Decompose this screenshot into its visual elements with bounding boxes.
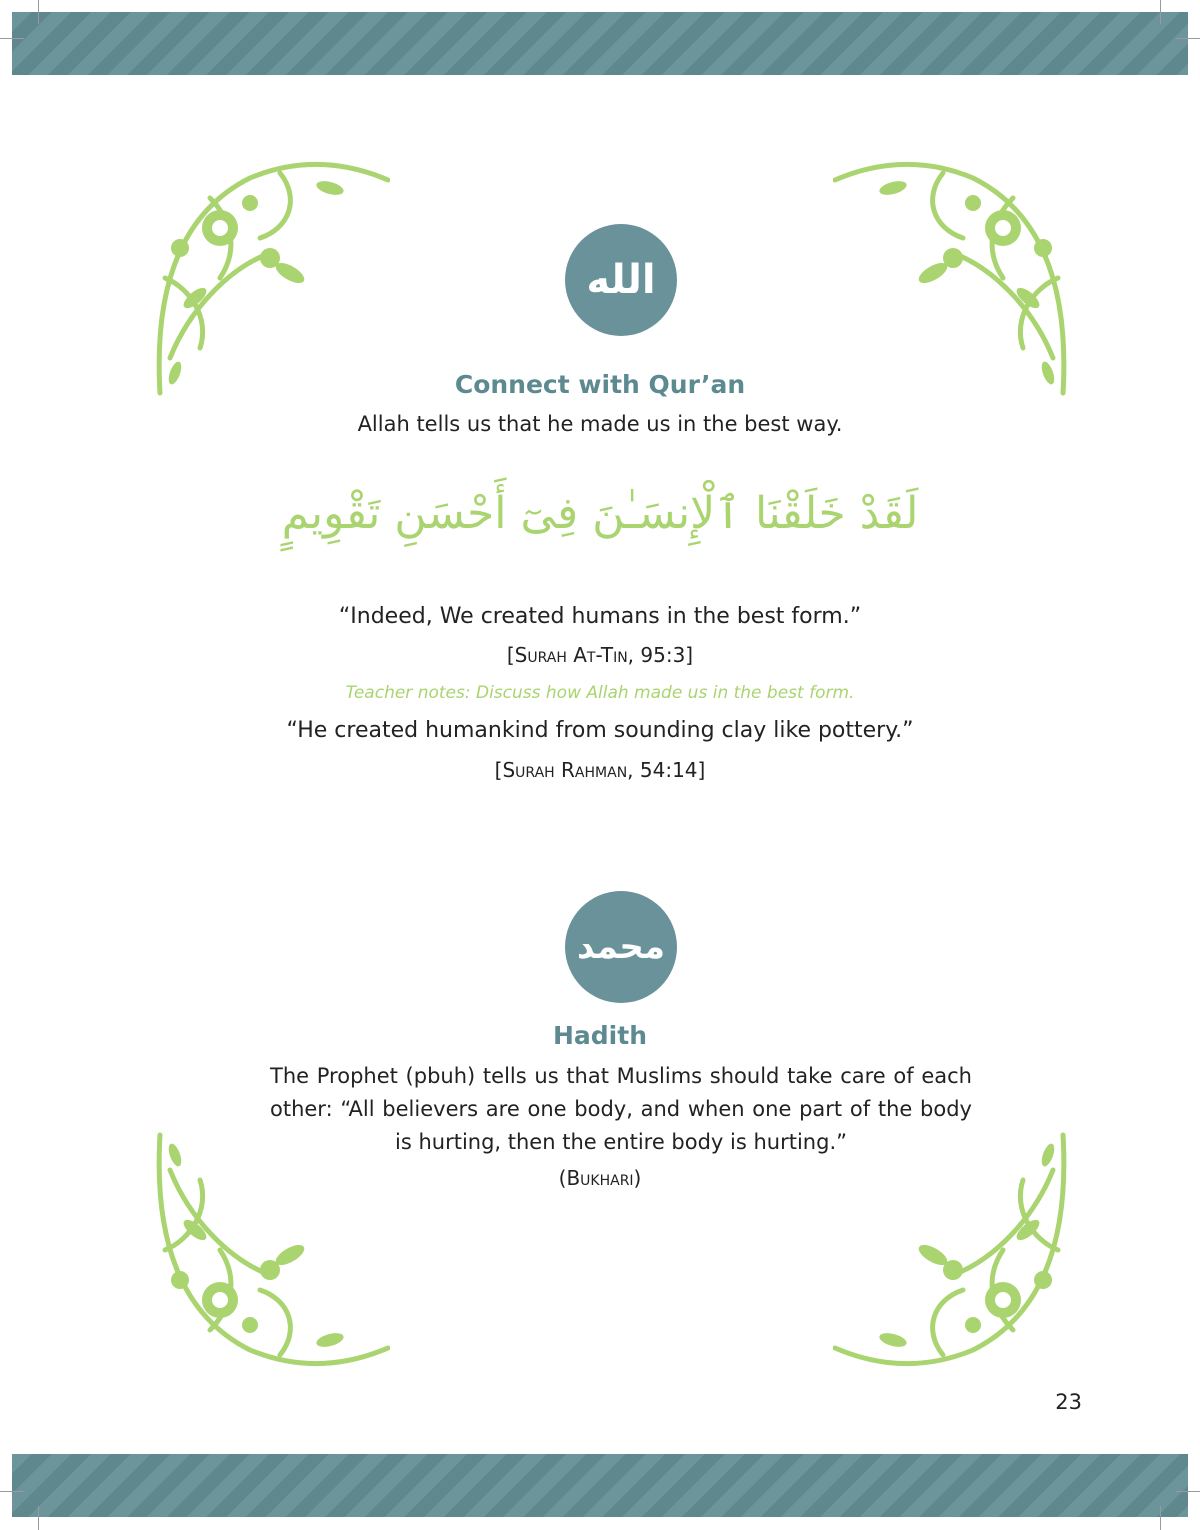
allah-calligraphy-medallion [565, 224, 677, 336]
section-heading-quran: Connect with Qur’an [454, 370, 746, 399]
top-decorative-band [12, 12, 1188, 75]
page-number: 23 [1055, 1390, 1082, 1414]
verse-reference-1: [Surah At-Tin, 95:3] [506, 643, 694, 667]
quran-intro-text: Allah tells us that he made us in the best way. [357, 412, 843, 436]
floral-corner-ornament-top-left [150, 158, 390, 398]
floral-icon [833, 158, 1073, 398]
hadith-reference: (Bukhari) [558, 1166, 642, 1190]
verse-translation-1: “Indeed, We created humans in the best form.” [338, 604, 862, 629]
arabic-verse: لَقَدْ خَلَقْنَا ٱلْإِنسَـٰنَ فِىٓ أَحْسَنِ تَقْوِيمٍ [281, 488, 919, 539]
hadith-text: The Prophet (pbuh) tells us that Muslims should take care of each other: “All believers are one body, and when one part of the body is hurting, then the entire body is hurting.” [270, 1064, 972, 1154]
crop-mark [1160, 1506, 1161, 1530]
crop-mark [0, 1491, 24, 1492]
floral-corner-ornament-top-right [833, 158, 1073, 398]
muhammad-calligraphy-icon: محمد [577, 927, 665, 967]
teacher-note: Teacher notes: Discuss how Allah made us in the best form. [345, 683, 855, 703]
crop-mark [38, 0, 39, 24]
muhammad-calligraphy-medallion [565, 891, 677, 1003]
crop-mark [1176, 38, 1200, 39]
verse-translation-2: “He created humankind from sounding clay like pottery.” [286, 718, 914, 743]
bottom-decorative-band [12, 1454, 1188, 1517]
allah-calligraphy-icon: الله [586, 257, 656, 303]
verse-reference-2: [Surah Rahman, 54:14] [494, 758, 706, 782]
crop-mark [1160, 0, 1161, 24]
crop-mark [38, 1506, 39, 1530]
floral-icon [150, 158, 390, 398]
section-heading-hadith: Hadith [552, 1021, 647, 1050]
crop-mark [1176, 1491, 1200, 1492]
crop-mark [0, 38, 24, 39]
